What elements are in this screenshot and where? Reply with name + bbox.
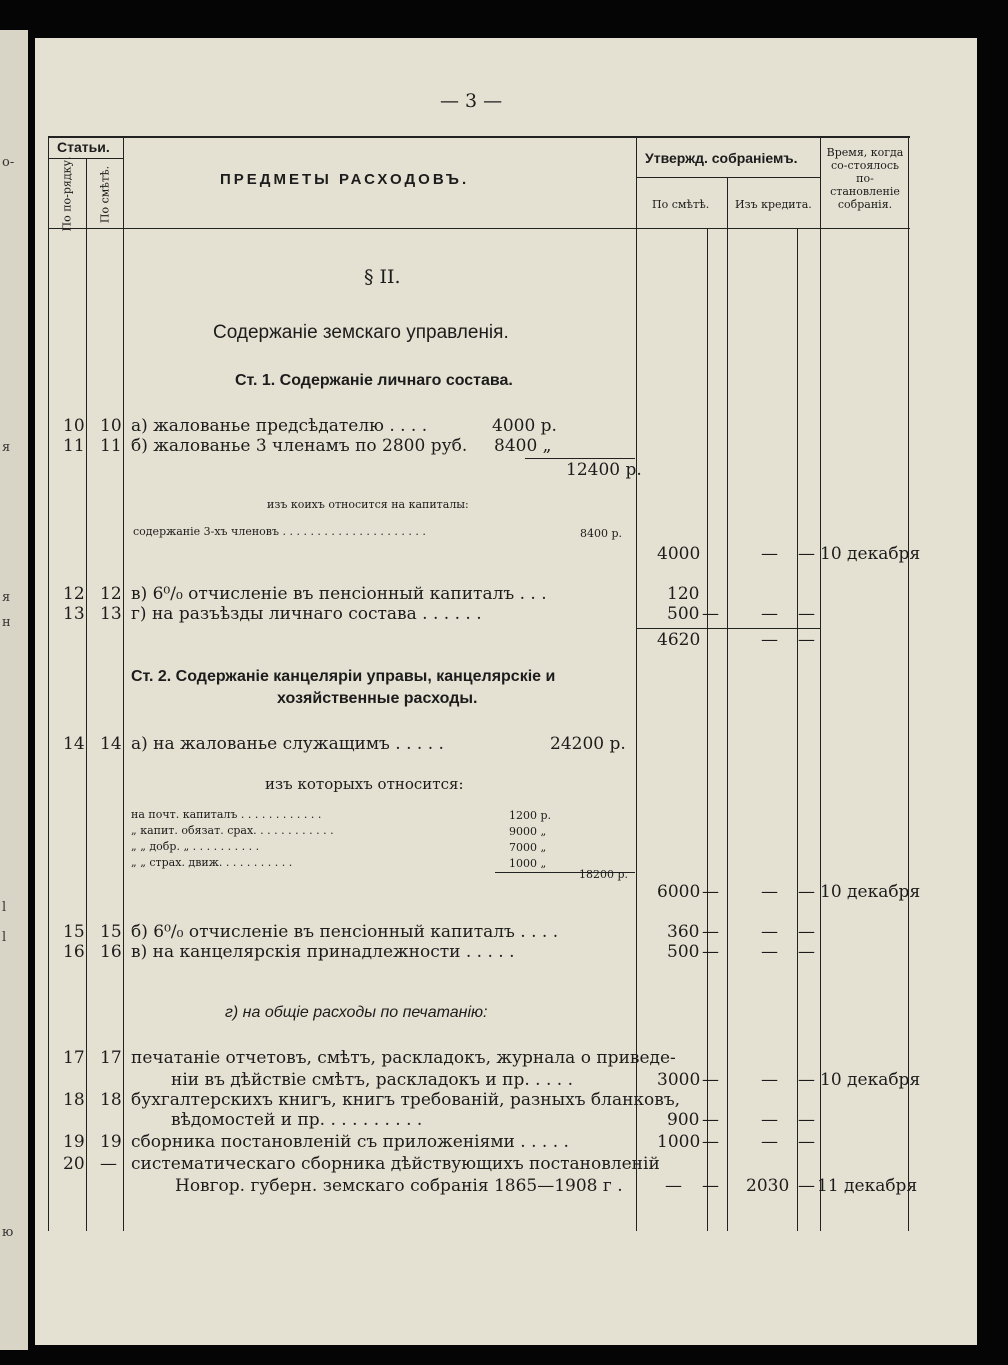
row-text: а) жалованье предсѣдателю . . . . (131, 416, 428, 436)
dash: — (702, 1070, 719, 1090)
spine-text: я (2, 440, 11, 455)
section-title: Содержаніе земскаго управленія. (213, 322, 509, 343)
article-2-heading: Ст. 2. Содержаніе канцеляріи управы, канцелярскіе и (131, 668, 556, 685)
row-num: 16 (63, 942, 85, 962)
sub-item-label: „ капит. обязат. срах. . . . . . . . . . . . (131, 824, 334, 837)
col-line (123, 136, 124, 1231)
sub-item-amount: 9000 „ (509, 825, 547, 838)
budget-amount: 1000 (657, 1132, 701, 1152)
col-line (908, 136, 909, 1231)
row-text: в) на канцелярскія принадлежности . . . . . (131, 942, 515, 962)
decision-date: 11 декабря (817, 1176, 918, 1196)
row-num: 17 (63, 1048, 85, 1068)
budget-amount: 900 (667, 1110, 700, 1130)
row-text: вѣдомостей и пр. . . . . . . . . . (171, 1110, 423, 1130)
row-num: 20 (63, 1154, 85, 1174)
budget-amount: 4000 (657, 544, 701, 564)
row-num: 10 (63, 416, 85, 436)
row-text: печатаніе отчетовъ, смѣтъ, раскладокъ, журнала о приведе- (131, 1048, 676, 1068)
dash: — (798, 1070, 815, 1090)
dash: — (761, 604, 778, 624)
dash: — (798, 630, 815, 650)
note: изъ коихъ относится на капиталы: (267, 498, 469, 511)
col-line (86, 158, 87, 1231)
section-number: § II. (364, 266, 401, 288)
sum-rule (636, 628, 820, 629)
dash: — (702, 604, 719, 624)
dash: — (761, 1110, 778, 1130)
sub-item-label: на почт. капиталъ . . . . . . . . . . . . (131, 808, 322, 821)
spine-text: o- (2, 155, 15, 170)
page-number: — 3 — (440, 90, 503, 112)
row-num: 10 (100, 416, 122, 436)
dash: — (798, 942, 815, 962)
dash: — (798, 604, 815, 624)
approved-rule (636, 177, 820, 178)
budget-amount: 6000 (657, 882, 701, 902)
row-amount: 4000 р. (492, 416, 557, 436)
decision-date: 10 декабря (820, 882, 921, 902)
dash: — (798, 922, 815, 942)
row-text: Новгор. губерн. земскаго собранія 1865—1908 г . (175, 1176, 623, 1196)
col-line (820, 136, 821, 1231)
col-line (48, 136, 49, 1231)
spine-text: l (2, 930, 7, 945)
dash: — (702, 882, 719, 902)
dash: — (798, 1132, 815, 1152)
decision-date: 10 декабря (820, 1070, 921, 1090)
row-num: 19 (63, 1132, 85, 1152)
table-top-rule (48, 136, 910, 138)
dash: — (798, 1110, 815, 1130)
adjacent-page-edge (0, 30, 28, 1350)
dash: — (702, 922, 719, 942)
row-text: сборника постановленій съ приложеніями . . . . . (131, 1132, 569, 1152)
sub-item-amount: 1000 „ (509, 857, 547, 870)
spine-text: ю (2, 1225, 14, 1240)
credit-amount: 2030 (746, 1176, 790, 1196)
note: изъ которыхъ относится: (265, 775, 464, 793)
dash: — (761, 630, 778, 650)
dash: — (798, 1176, 815, 1196)
row-amount: 8400 „ (494, 436, 552, 456)
budget-amount: 360 (667, 922, 700, 942)
decision-date: 10 декабря (820, 544, 921, 564)
budget-amount: 4620 (657, 630, 701, 650)
document-page (35, 38, 977, 1345)
row-text: систематическаго сборника дѣйствующихъ постановленій (131, 1154, 660, 1174)
header-by-credit: Изъ кредита. (735, 198, 812, 211)
budget-amount: 120 (667, 584, 700, 604)
row-num: — (100, 1154, 117, 1174)
row-num: 16 (100, 942, 122, 962)
header-by-budget: По смѣтѣ. (652, 198, 710, 211)
header-bottom-rule (48, 228, 910, 229)
row-num: 13 (100, 604, 122, 624)
sub-item-amount: 7000 „ (509, 841, 547, 854)
row-num: 18 (63, 1090, 85, 1110)
row-text: а) на жалованье служащимъ . . . . . (131, 734, 444, 754)
general-expenses-heading: г) на общіе расходы по печатанію: (225, 1004, 488, 1021)
spine-text: l (2, 900, 7, 915)
col-line (727, 177, 728, 1231)
row-num: 15 (100, 922, 122, 942)
row-text: б) 6⁰/₀ отчисленіе въ пенсіонный капиталъ . . . . (131, 922, 559, 942)
sub-total: 18200 р. (579, 868, 629, 881)
sub-item-label: „ „ страх. движ. . . . . . . . . . . (131, 856, 293, 869)
row-num: 15 (63, 922, 85, 942)
header-approved: Утвержд. собраніемъ. (645, 150, 798, 166)
spine-text: н (2, 615, 11, 630)
article-1-heading: Ст. 1. Содержаніе личнаго состава. (235, 372, 513, 389)
article-2-heading: хозяйственные расходы. (277, 690, 478, 707)
row-num: 14 (100, 734, 122, 754)
dash: — (702, 1132, 719, 1152)
dash: — (761, 942, 778, 962)
row-num: 12 (63, 584, 85, 604)
budget-amount: 3000 (657, 1070, 701, 1090)
row-text: ніи въ дѣйствіе смѣтъ, раскладокъ и пр. . . . . (171, 1070, 573, 1090)
row-amount: 24200 р. (550, 734, 626, 754)
total-amount: 12400 р. (566, 460, 642, 480)
header-articles: Статьи. (57, 139, 110, 155)
dash: — (761, 544, 778, 564)
dash: — (665, 1176, 682, 1196)
header-by-estimate: По смѣтѣ. (98, 165, 112, 224)
row-num: 18 (100, 1090, 122, 1110)
sum-rule (525, 458, 635, 459)
sub-item-amount: 1200 р. (509, 809, 552, 822)
note-amount: 8400 р. (580, 527, 623, 540)
row-num: 17 (100, 1048, 122, 1068)
row-text: г) на разъѣзды личнаго состава . . . . . . (131, 604, 482, 624)
header-by-order: По по-рядку. (60, 156, 74, 232)
budget-amount: 500 (667, 604, 700, 624)
row-num: 11 (100, 436, 122, 456)
dash: — (798, 882, 815, 902)
row-num: 11 (63, 436, 85, 456)
row-num: 14 (63, 734, 85, 754)
row-text: б) жалованье 3 членамъ по 2800 руб. (131, 436, 468, 456)
dash: — (761, 1070, 778, 1090)
dash: — (702, 942, 719, 962)
row-num: 13 (63, 604, 85, 624)
dash: — (761, 922, 778, 942)
header-title: ПРЕДМЕТЫ РАСХОДОВЪ. (220, 171, 470, 188)
dash: — (761, 882, 778, 902)
header-time: Время, когда со-стоялось по-становленіе собранія. (826, 146, 904, 211)
row-num: 19 (100, 1132, 122, 1152)
row-num: 12 (100, 584, 122, 604)
spine-text: я (2, 590, 11, 605)
row-text: бухгалтерскихъ книгъ, книгъ требованій, разныхъ бланковъ, (131, 1090, 681, 1110)
sub-item-label: „ „ добр. „ . . . . . . . . . . (131, 840, 260, 853)
dash: — (798, 544, 815, 564)
budget-amount: 500 (667, 942, 700, 962)
dash: — (761, 1132, 778, 1152)
dash: — (702, 1176, 719, 1196)
dash: — (702, 1110, 719, 1130)
row-text: в) 6⁰/₀ отчисленіе въ пенсіонный капиталъ . . . (131, 584, 547, 604)
note: содержаніе 3-хъ членовъ . . . . . . . . . . . . . . . . . . . . . (133, 525, 426, 538)
